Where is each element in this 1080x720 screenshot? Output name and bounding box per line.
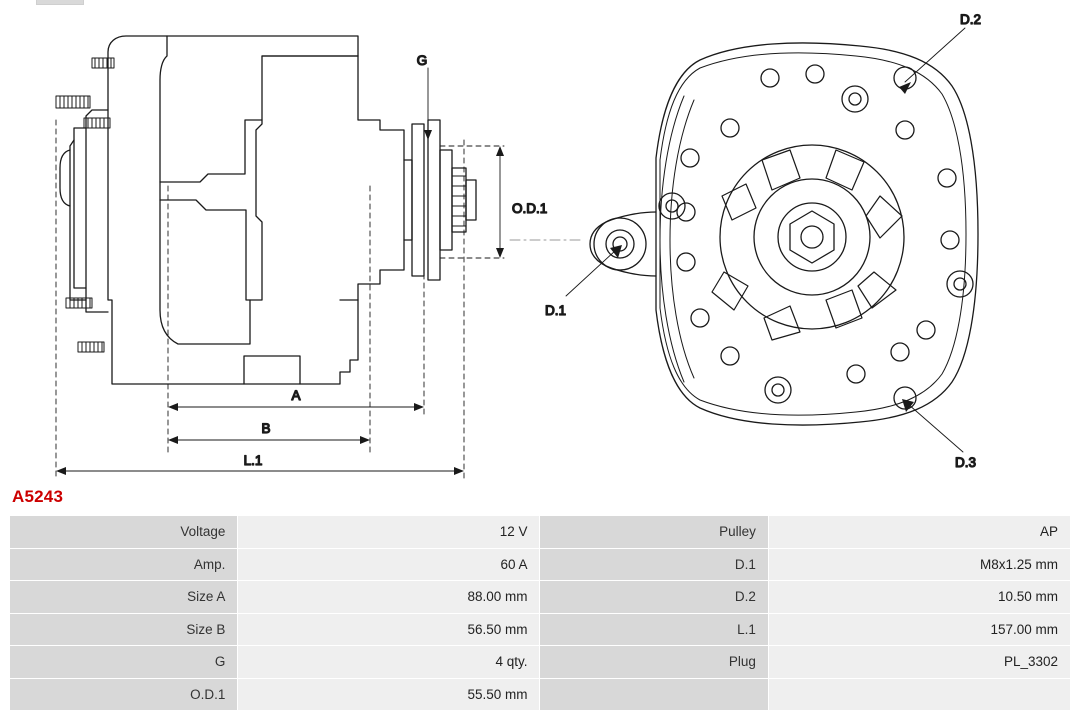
front-view-group	[545, 12, 981, 470]
nose-inner-line-2	[74, 140, 86, 288]
bolt-hole-a-outer	[842, 86, 868, 112]
center-hex-nut	[790, 211, 834, 263]
hole-16	[677, 203, 695, 221]
pulley-grooves	[452, 176, 466, 226]
table-row	[10, 646, 1071, 679]
spec-label: Amp.	[10, 548, 238, 581]
spec-label: D.1	[540, 548, 768, 581]
bolt-hole-c-inner	[772, 384, 784, 396]
specifications-table	[9, 515, 1071, 711]
dimension-extension-lines	[56, 120, 464, 478]
fan-inner-circle	[754, 179, 870, 295]
spec-label: G	[10, 646, 238, 679]
shaft-collar	[778, 203, 846, 271]
pulley-flange-2	[428, 120, 440, 280]
spec-value: 10.50 mm	[768, 581, 1070, 614]
table-row	[10, 678, 1071, 711]
label-l1: L.1	[243, 453, 263, 468]
hole-4	[761, 69, 779, 87]
stud-details	[56, 58, 114, 352]
d1-boss-inner	[606, 230, 634, 258]
bottom-mount-foot	[244, 356, 300, 384]
housing-seam-2	[670, 100, 694, 378]
rear-flange	[404, 160, 412, 240]
spec-value: PL_3302	[768, 646, 1070, 679]
bolt-hole-d-outer	[947, 271, 973, 297]
spec-label-empty	[540, 678, 768, 711]
table-row	[10, 581, 1071, 614]
drive-end-housing	[70, 110, 108, 312]
spec-label: Pulley	[540, 516, 768, 549]
spec-label: Size A	[10, 581, 238, 614]
inner-detail-lower	[160, 200, 250, 300]
spec-value: 4 qty.	[238, 646, 540, 679]
hole-12	[721, 347, 739, 365]
inner-detail-upper	[160, 120, 262, 182]
hole-11	[847, 365, 865, 383]
spec-label: L.1	[540, 613, 768, 646]
g-leader	[424, 68, 432, 140]
hole-15	[677, 253, 695, 271]
spec-label: Plug	[540, 646, 768, 679]
stud-top-2	[56, 96, 90, 108]
pulley-flange-1	[412, 124, 424, 276]
spec-label: D.2	[540, 581, 768, 614]
b-dimension	[168, 436, 370, 444]
label-d1: D.1	[545, 303, 567, 318]
spec-label: Voltage	[10, 516, 238, 549]
hole-9	[917, 321, 935, 339]
spec-value: 55.50 mm	[238, 678, 540, 711]
bolt-hole-c-outer	[765, 377, 791, 403]
hole-7	[938, 169, 956, 187]
d1-boss-outer	[594, 218, 646, 270]
label-od1: O.D.1	[512, 201, 548, 216]
hole-13	[691, 309, 709, 327]
bolt-and-vent-holes	[659, 65, 973, 409]
spec-value: M8x1.25 mm	[768, 548, 1070, 581]
hole-6	[896, 121, 914, 139]
label-b: B	[261, 421, 271, 436]
spec-value: 88.00 mm	[238, 581, 540, 614]
bolt-hole-a-inner	[849, 93, 861, 105]
hole-5	[721, 119, 739, 137]
hole-14	[681, 149, 699, 167]
front-bracket-ear	[60, 150, 70, 206]
l1-dimension	[56, 467, 464, 475]
spec-value-empty	[768, 678, 1070, 711]
side-view-group	[56, 36, 580, 478]
front-housing-inner-ring	[660, 53, 966, 415]
spec-value: 56.50 mm	[238, 613, 540, 646]
hole-8	[941, 231, 959, 249]
hole-3	[806, 65, 824, 83]
od1-dimension	[440, 146, 504, 258]
table-row	[10, 516, 1071, 549]
table-row	[10, 613, 1071, 646]
spec-value: 157.00 mm	[768, 613, 1070, 646]
label-a: A	[291, 388, 301, 403]
spec-value: 12 V	[238, 516, 540, 549]
a-dimension	[168, 403, 424, 411]
front-housing-outline	[656, 43, 978, 425]
hole-10	[891, 343, 909, 361]
spec-label: O.D.1	[10, 678, 238, 711]
spec-label: Size B	[10, 613, 238, 646]
shaft-center-hole	[801, 226, 823, 248]
bolt-hole-b-inner	[666, 200, 678, 212]
fan-outer-circle	[720, 145, 904, 329]
label-d3: D.3	[955, 455, 977, 470]
label-d2: D.2	[960, 12, 982, 27]
pulley-hub	[440, 150, 452, 250]
spec-value: 60 A	[238, 548, 540, 581]
table-row	[10, 548, 1071, 581]
housing-inner-contour	[160, 36, 358, 344]
spec-value: AP	[768, 516, 1070, 549]
part-number: A5243	[12, 487, 64, 506]
label-g: G	[416, 53, 428, 68]
pulley-shaft-nut	[466, 180, 476, 220]
